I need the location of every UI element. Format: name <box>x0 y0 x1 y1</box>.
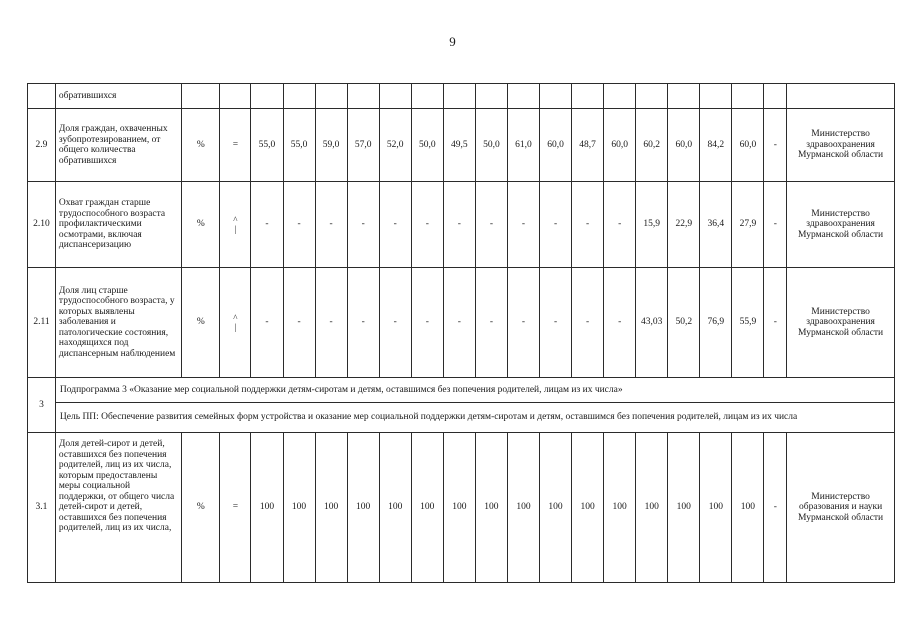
value-cell: 55,0 <box>251 109 283 182</box>
trend-cell: ^ | <box>220 182 251 268</box>
value-cell: 36,4 <box>700 182 732 268</box>
row-number: 2.10 <box>28 182 56 268</box>
value-cell: 27,9 <box>732 182 764 268</box>
value-cell: 22,9 <box>668 182 700 268</box>
trend-cell: = <box>220 433 251 583</box>
indicator-table <box>27 83 895 583</box>
page-number: 9 <box>449 34 456 49</box>
row-number: 3.1 <box>28 433 56 583</box>
value-cell: 50,0 <box>411 109 443 182</box>
value-cell: 60,0 <box>540 109 572 182</box>
value-cell: - <box>443 182 475 268</box>
value-cell: 43,03 <box>636 268 668 378</box>
goal-row <box>28 403 895 433</box>
trend-cell: = <box>220 109 251 182</box>
indicator-name: Доля детей-сирот и детей, оставшихся без попечения родителей, лиц из их числа, которым предоставлены меры социальной поддержки, от общего числа детей-сирот и детей, оставшихся без попечения родителей, лиц из их числа, <box>55 433 181 583</box>
value-cell: - <box>764 182 787 268</box>
value-cell: - <box>540 182 572 268</box>
value-cell: 100 <box>315 433 347 583</box>
value-cell: 100 <box>443 433 475 583</box>
value-cell: - <box>572 268 604 378</box>
subprogram-goal: Цель ПП: Обеспечение развития семейных форм устройства и оказание мер социальной поддержки детям-сиротам и детям, оставшимся без попечения родителей, лицам из их числа <box>55 403 894 433</box>
value-cell: - <box>604 268 636 378</box>
value-cell: 100 <box>540 433 572 583</box>
table-row <box>28 182 895 268</box>
responsible-cell: Министерство здравоохранения Мурманской области <box>787 268 895 378</box>
row-number <box>28 84 56 109</box>
value-cell: - <box>475 182 507 268</box>
value-cell: 100 <box>636 433 668 583</box>
value-cell: 100 <box>507 433 539 583</box>
table-row <box>28 268 895 378</box>
indicator-name: Доля лиц старше трудоспособного возраста, у которых выявлены заболевания и патологические состояния, находящихся под диспансерным наблюдением <box>55 268 181 378</box>
responsible-cell: Министерство образования и науки Мурманской области <box>787 433 895 583</box>
value-cell: 100 <box>347 433 379 583</box>
value-cell: 100 <box>411 433 443 583</box>
value-cell: - <box>347 268 379 378</box>
value-cell: - <box>507 182 539 268</box>
value-cell: 59,0 <box>315 109 347 182</box>
indicator-name: Доля граждан, охваченных зубопротезированием, от общего количества обратившихся <box>55 109 181 182</box>
value-cell: - <box>604 182 636 268</box>
value-cell: 100 <box>251 433 283 583</box>
value-cell: 100 <box>572 433 604 583</box>
unit-cell: % <box>182 268 220 378</box>
subprogram-title: Подпрограмма 3 «Оказание мер социальной поддержки детям-сиротам и детям, оставшимся без попечения родителей, лицам из их числа» <box>55 378 894 403</box>
value-cell: - <box>572 182 604 268</box>
value-cell: - <box>764 268 787 378</box>
value-cell: 60,2 <box>636 109 668 182</box>
value-cell: - <box>251 268 283 378</box>
value-cell: - <box>540 268 572 378</box>
value-cell: 61,0 <box>507 109 539 182</box>
value-cell: 52,0 <box>379 109 411 182</box>
value-cell: - <box>347 182 379 268</box>
value-cell: 60,0 <box>668 109 700 182</box>
table-row <box>28 109 895 182</box>
value-cell: - <box>411 268 443 378</box>
table-row <box>28 84 895 109</box>
value-cell: 57,0 <box>347 109 379 182</box>
value-cell: 100 <box>732 433 764 583</box>
responsible-cell: Министерство здравоохранения Мурманской области <box>787 182 895 268</box>
row-number: 2.11 <box>28 268 56 378</box>
value-cell: - <box>379 268 411 378</box>
responsible-cell: Министерство здравоохранения Мурманской области <box>787 109 895 182</box>
value-cell: 100 <box>604 433 636 583</box>
value-cell: - <box>764 109 787 182</box>
value-cell: - <box>315 268 347 378</box>
value-cell: 48,7 <box>572 109 604 182</box>
table-row <box>28 433 895 583</box>
value-cell: 49,5 <box>443 109 475 182</box>
value-cell: 55,0 <box>283 109 315 182</box>
value-cell: 50,2 <box>668 268 700 378</box>
indicator-name: Охват граждан старше трудоспособного возраста профилактическими осмотрами, включая диспансеризацию <box>55 182 181 268</box>
value-cell: - <box>507 268 539 378</box>
row-number: 2.9 <box>28 109 56 182</box>
value-cell: 60,0 <box>732 109 764 182</box>
value-cell: - <box>283 182 315 268</box>
value-cell: 15,9 <box>636 182 668 268</box>
value-cell: - <box>283 268 315 378</box>
unit-cell: % <box>182 433 220 583</box>
value-cell: 100 <box>475 433 507 583</box>
value-cell: - <box>315 182 347 268</box>
row-number: 3 <box>28 378 56 433</box>
value-cell: 50,0 <box>475 109 507 182</box>
value-cell: 100 <box>668 433 700 583</box>
value-cell: 76,9 <box>700 268 732 378</box>
subprogram-row <box>28 378 895 403</box>
indicator-name: обратившихся <box>55 84 181 109</box>
value-cell: 100 <box>379 433 411 583</box>
value-cell: 100 <box>700 433 732 583</box>
value-cell: - <box>764 433 787 583</box>
value-cell: - <box>411 182 443 268</box>
value-cell: 60,0 <box>604 109 636 182</box>
value-cell: - <box>379 182 411 268</box>
value-cell: - <box>443 268 475 378</box>
unit-cell: % <box>182 182 220 268</box>
unit-cell: % <box>182 109 220 182</box>
trend-cell: ^ | <box>220 268 251 378</box>
value-cell: - <box>475 268 507 378</box>
value-cell: 84,2 <box>700 109 732 182</box>
value-cell: 100 <box>283 433 315 583</box>
value-cell: - <box>251 182 283 268</box>
value-cell: 55,9 <box>732 268 764 378</box>
